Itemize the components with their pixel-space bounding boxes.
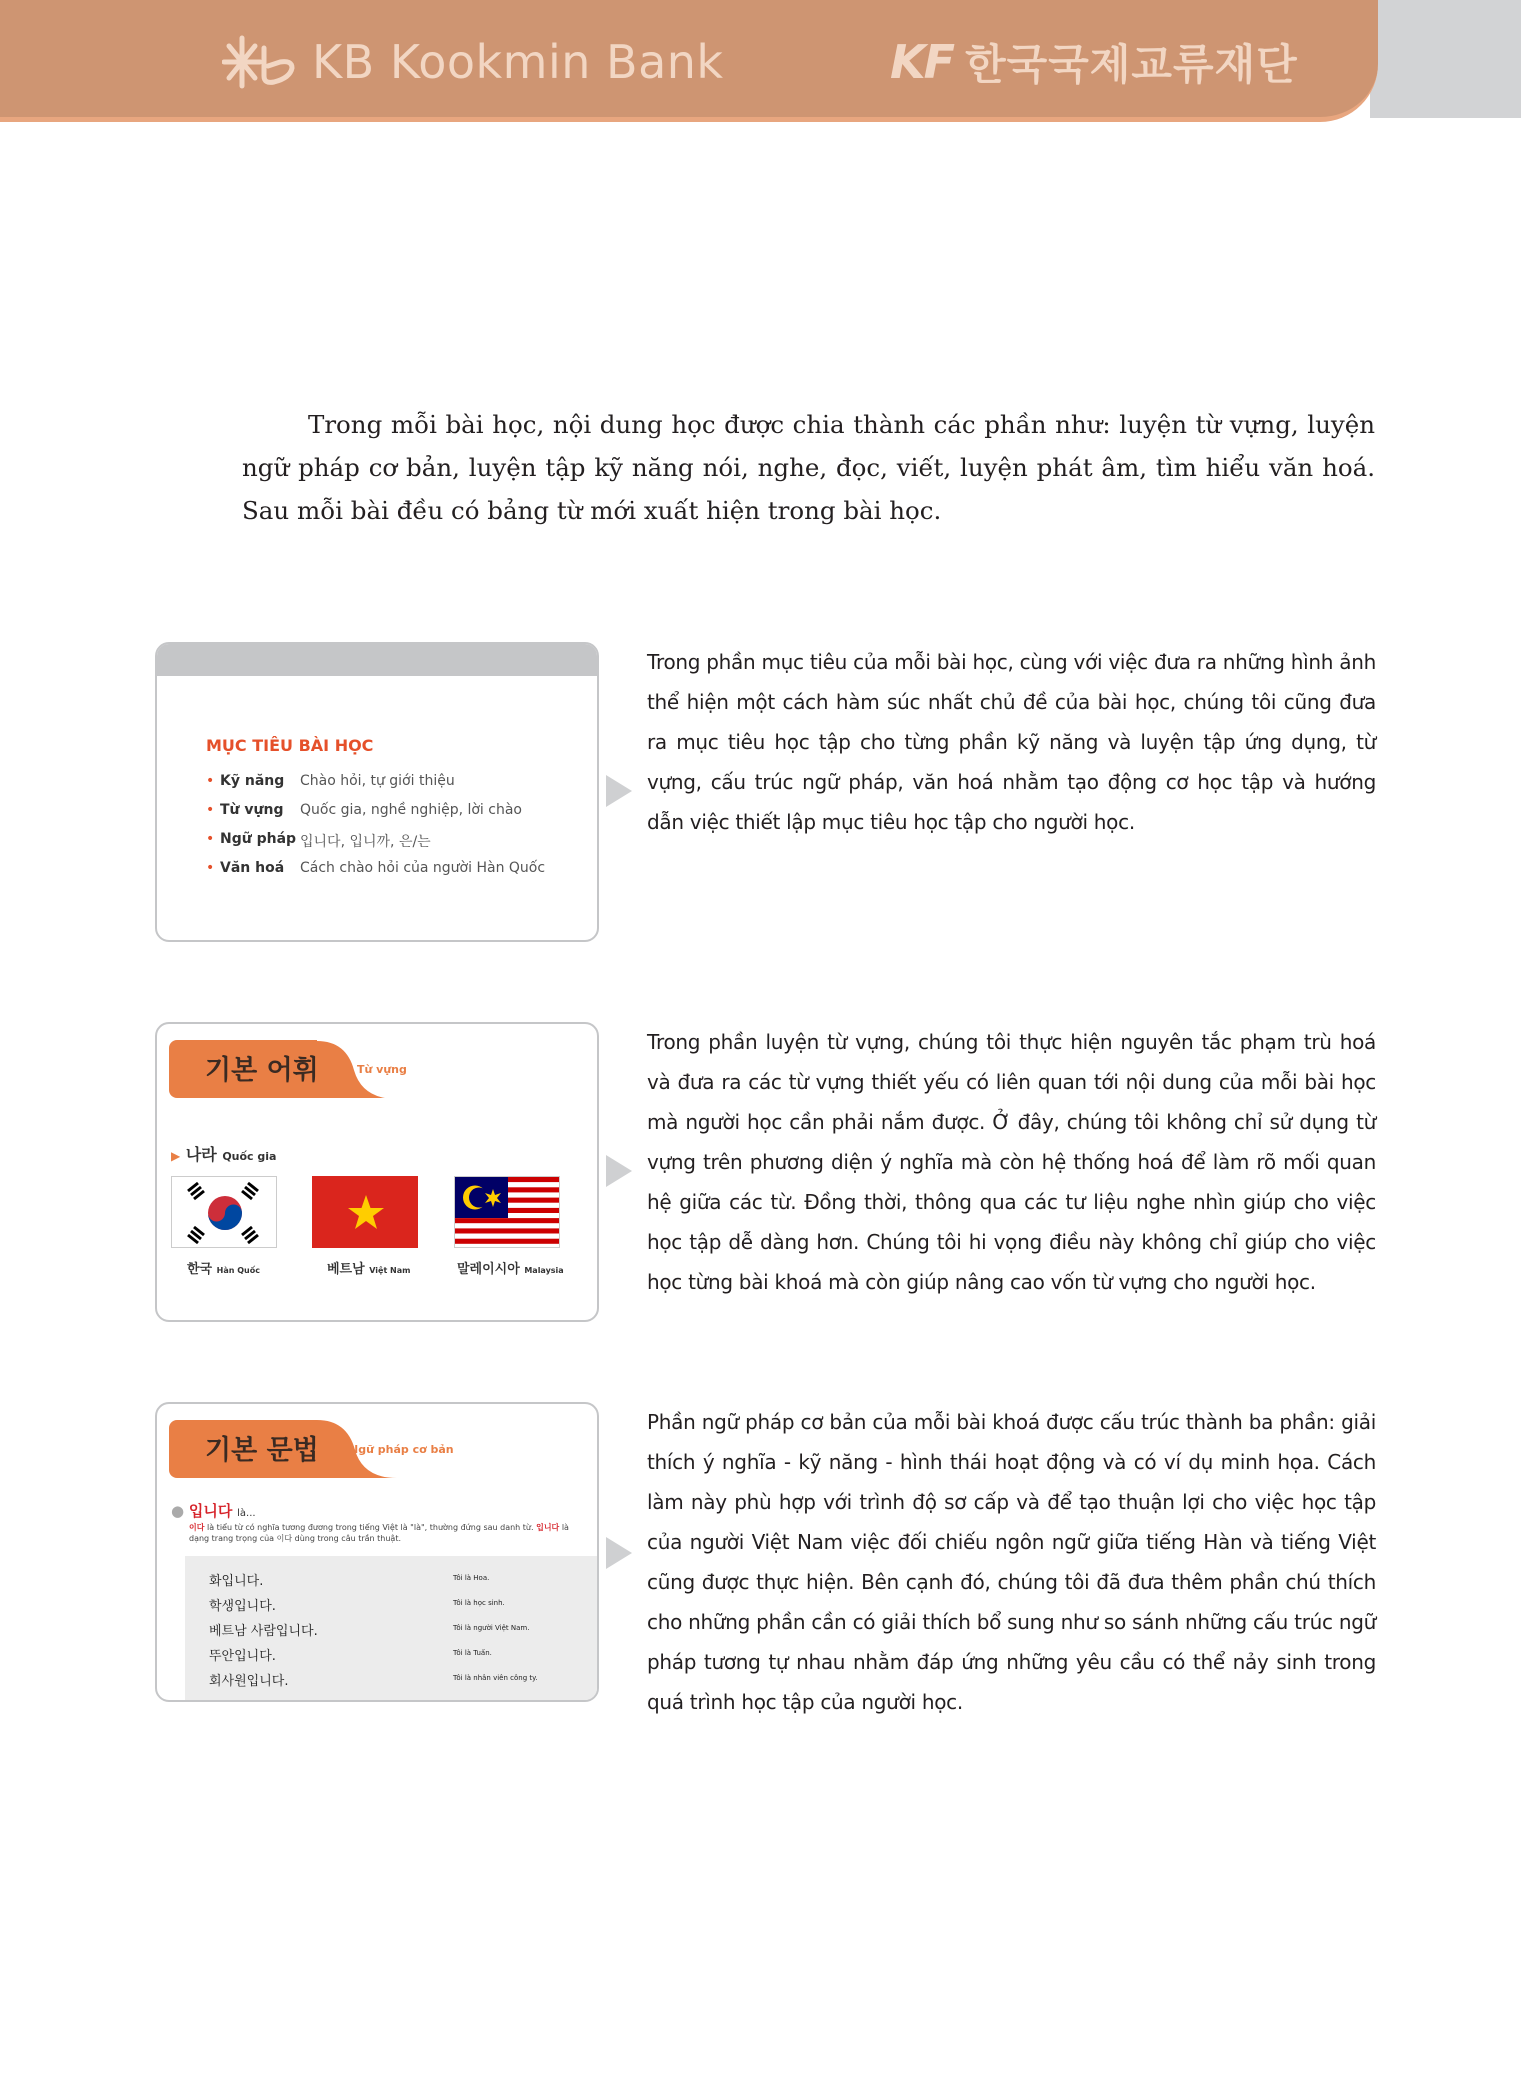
example-row: 학생입니다. Tôi là học sinh. <box>209 1599 505 1614</box>
kf-logo <box>890 30 1298 94</box>
grammar-subtitle: Ngữ pháp cơ bản <box>349 1443 454 1456</box>
grammar-point: ● 입니다 là... <box>171 1502 256 1520</box>
grammar-card <box>155 1402 599 1702</box>
grammar-description: Phần ngữ pháp cơ bản của mỗi bài khoá được cấu trúc thành ba phần: giải thích ý nghĩa - kỹ năng - hình thái hoạt động và có ví dụ minh họa. Cách làm này phù hợp với trình độ sơ cấp và để tạo thuận lợi cho việc học tập của người Việt Nam việc đối chiếu ngôn ngữ giữa tiếng Hàn và tiếng Việt cũng được thực hiện. Bên cạnh đó, chúng tôi đã đưa thêm phần chú thích cho những phần cần có giải thích bổ sung như so sánh những cấu trúc ngữ pháp tương tự nhau nhằm đáp ứng những yêu cầu có thể nảy sinh trong quá trình học tập của người học. <box>647 1410 1376 1714</box>
circle-bullet-icon: ● <box>171 1502 185 1520</box>
flag-caption: 한국 Hàn Quốc <box>187 1262 260 1277</box>
malaysia-flag-icon <box>454 1176 560 1248</box>
example-row: 뚜안입니다. Tôi là Tuấn. <box>209 1649 492 1664</box>
page-header <box>0 0 1378 122</box>
korea-flag-icon <box>171 1176 277 1248</box>
objective-row: • Văn hoá Cách chào hỏi của người Hàn Quốc <box>206 860 546 876</box>
objectives-card <box>155 642 599 942</box>
kb-star-icon <box>222 34 296 90</box>
vocabulary-card <box>155 1022 599 1322</box>
objectives-title: MỤC TIÊU BÀI HỌC <box>206 736 374 755</box>
example-row: 베트남 사람입니다. Tôi là người Việt Nam. <box>209 1624 530 1639</box>
vocabulary-subtitle: Từ vựng <box>357 1063 407 1076</box>
header-gray-band <box>1370 0 1521 118</box>
objective-row: • Kỹ năng Chào hỏi, tự giới thiệu <box>206 773 455 789</box>
bank-name: KB Kookmin Bank <box>312 35 724 89</box>
flag-caption: 베트남 Việt Nam <box>327 1262 411 1277</box>
grammar-note: 이다 là tiểu từ có nghĩa tương đương trong tiếng Việt là "là", thường đứng sau danh từ. 입니다 là dạng trang trọng của 이다 dùng trong câu trần thuật. <box>189 1523 569 1543</box>
kf-mark: KF <box>890 35 954 89</box>
objectives-description: Trong phần mục tiêu của mỗi bài học, cùng với việc đưa ra những hình ảnh thể hiện một cách hàm súc nhất chủ đề của bài học, chúng tôi cũng đưa ra mục tiêu học tập cho từng phần kỹ năng và luyện tập ứng dụng, từ vựng, cấu trúc ngữ pháp, văn hoá nhằm tạo động cơ học tập và hướng dẫn việc thiết lập mục tiêu học tập cho người học. <box>647 650 1376 834</box>
flag-caption: 말레이시아 Malaysia <box>457 1262 564 1277</box>
objective-row: • Từ vựng Quốc gia, nghề nghiệp, lời chào <box>206 802 522 818</box>
arrow-right-icon <box>606 775 632 807</box>
foundation-name: 한국국제교류재단 <box>965 40 1298 89</box>
example-row: 화입니다. Tôi là Hoa. <box>209 1574 490 1589</box>
grammar-title: 기본 문법 <box>205 1435 319 1466</box>
vocabulary-header-bar <box>169 1040 597 1098</box>
category-heading: ▶ 나라 Quốc gia <box>171 1145 277 1164</box>
vocabulary-title: 기본 어휘 <box>205 1055 319 1086</box>
arrow-right-icon <box>606 1155 632 1187</box>
objective-row: • Ngữ pháp 입니다, 입니까, 은/는 <box>206 831 431 850</box>
vietnam-flag-icon <box>312 1176 418 1248</box>
intro-paragraph: Trong mỗi bài học, nội dung học được chia thành các phần như: luyện từ vựng, luyện ngữ pháp cơ bản, luyện tập kỹ năng nói, nghe, đọc, viết, luyện phát âm, tìm hiểu văn hoá. Sau mỗi bài đều có bảng từ mới xuất hiện trong bài học. <box>242 409 1375 525</box>
triangle-bullet-icon: ▶ <box>171 1149 181 1163</box>
kb-kookmin-logo <box>222 30 724 94</box>
arrow-right-icon <box>606 1537 632 1569</box>
vocabulary-description: Trong phần luyện từ vựng, chúng tôi thực hiện nguyên tắc phạm trù hoá và đưa ra các từ vựng thiết yếu có liên quan tới nội dung của mỗi bài học mà người học cần phải nắm được. Ở đây, chúng tôi không chỉ sử dụng từ vựng trên phương diện ý nghĩa mà còn hệ thống hoá để làm rõ mối quan hệ giữa các từ. Đồng thời, thông qua các tư liệu nghe nhìn giúp cho việc học tập dễ dàng hơn. Chúng tôi hi vọng điều này không chỉ giúp cho việc học từng bài khoá mà còn giúp nâng cao vốn từ vựng cho người học. <box>647 1030 1376 1294</box>
grammar-header-bar <box>169 1420 597 1478</box>
example-row: 회사원입니다. Tôi là nhân viên công ty. <box>209 1674 538 1689</box>
card-top-bar <box>157 644 597 676</box>
